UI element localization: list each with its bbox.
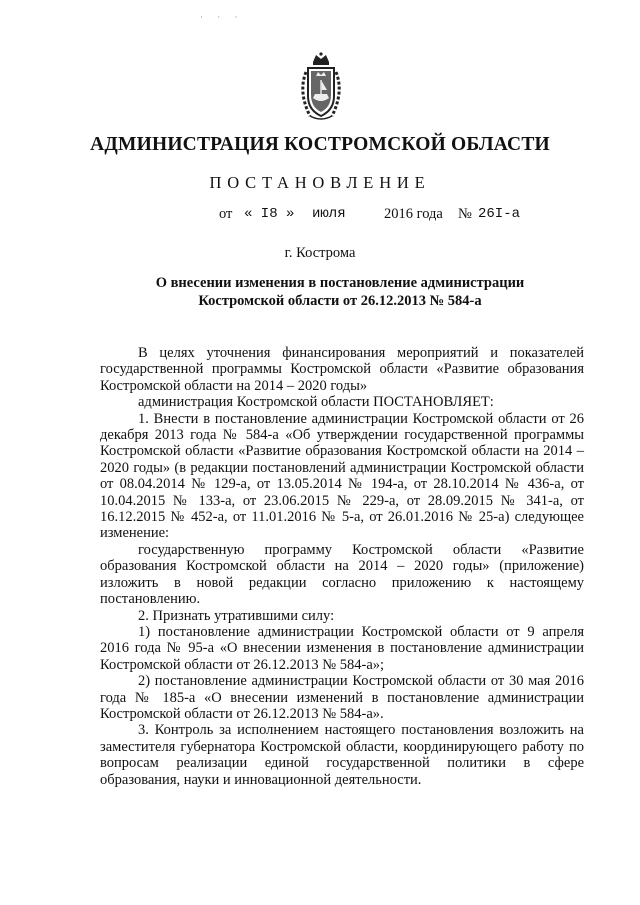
body-paragraph: 3. Контроль за исполнением настоящего постановления возложить на заместителя губернатора Костромской области, координирующего работу по вопросам реализации единой государственной политики в сфере образования, науки и инновационной деятельности. bbox=[100, 722, 584, 788]
body-paragraph: 1. Внести в постановление администрации Костромской области от 26 декабря 2013 года № 584-а «Об утверждении государственной программы Костромской области «Развитие образования Костромской области на 2014 – 2020 годы» (в редакции постановлений администрации Костромской области от 08.04.2014 № 129-а, от 13.05.2014 № 194-а, от 28.10.2014 № 436-а, от 10.04.2015 № 133-а, от 23.06.2015 № 229-а, от 28.09.2015 № 341-а, от 16.12.2015 № 452-а, от 11.01.2016 № 5-а, от 26.01.2016 № 25-а) следующее изменение: bbox=[100, 410, 584, 542]
body-paragraph: 1) постановление администрации Костромской области от 9 апреля 2016 года № 95-а «О внесении изменения в постановление администрации Костромской области от 26.12.2013 № 584-а»; bbox=[100, 623, 584, 673]
document-subject bbox=[100, 274, 580, 310]
city: г. Кострома bbox=[284, 245, 356, 261]
body-paragraph: В целях уточнения финансирования мероприятий и показателей государственной программы Костромской области «Развитие образования Костромской области на 2014 – 2020 годы» bbox=[100, 345, 584, 394]
date-year: 2016 года bbox=[384, 206, 443, 222]
body-paragraph: администрация Костромской области ПОСТАНОВЛЯЕТ: bbox=[138, 394, 494, 411]
subject-line: Костромской области от 26.12.2013 № 584-а bbox=[198, 293, 482, 309]
date-month: июля bbox=[312, 206, 346, 222]
organization-title: АДМИНИСТРАЦИЯ КОСТРОМСКОЙ ОБЛАСТИ bbox=[90, 134, 550, 155]
body-paragraph: государственную программу Костромской области «Развитие образования Костромской области на 2014 – 2020 годы» (приложение) изложить в новой редакции согласно приложению к настоящему постановлению. bbox=[100, 541, 584, 608]
document-number: 26I-а bbox=[478, 206, 521, 222]
number-sign: № bbox=[458, 206, 472, 222]
coat-of-arms-emblem bbox=[296, 52, 346, 124]
body-paragraph: 2) постановление администрации Костромской области от 30 мая 2016 года № 185-а «О внесении изменений в постановление администрации Костромской области от 26.12.2013 № 584-а». bbox=[100, 673, 584, 722]
scan-artifact: · · · bbox=[200, 12, 244, 22]
document-body bbox=[100, 345, 584, 788]
document-type: ПОСТАНОВЛЕНИЕ bbox=[209, 173, 431, 192]
date-prefix: от bbox=[219, 206, 233, 222]
subject-line: О внесении изменения в постановление администрации bbox=[155, 275, 525, 291]
body-paragraph: 2. Признать утратившими силу: bbox=[138, 607, 335, 624]
date-number-line bbox=[0, 206, 640, 228]
date-day: « I8 » bbox=[244, 206, 295, 222]
